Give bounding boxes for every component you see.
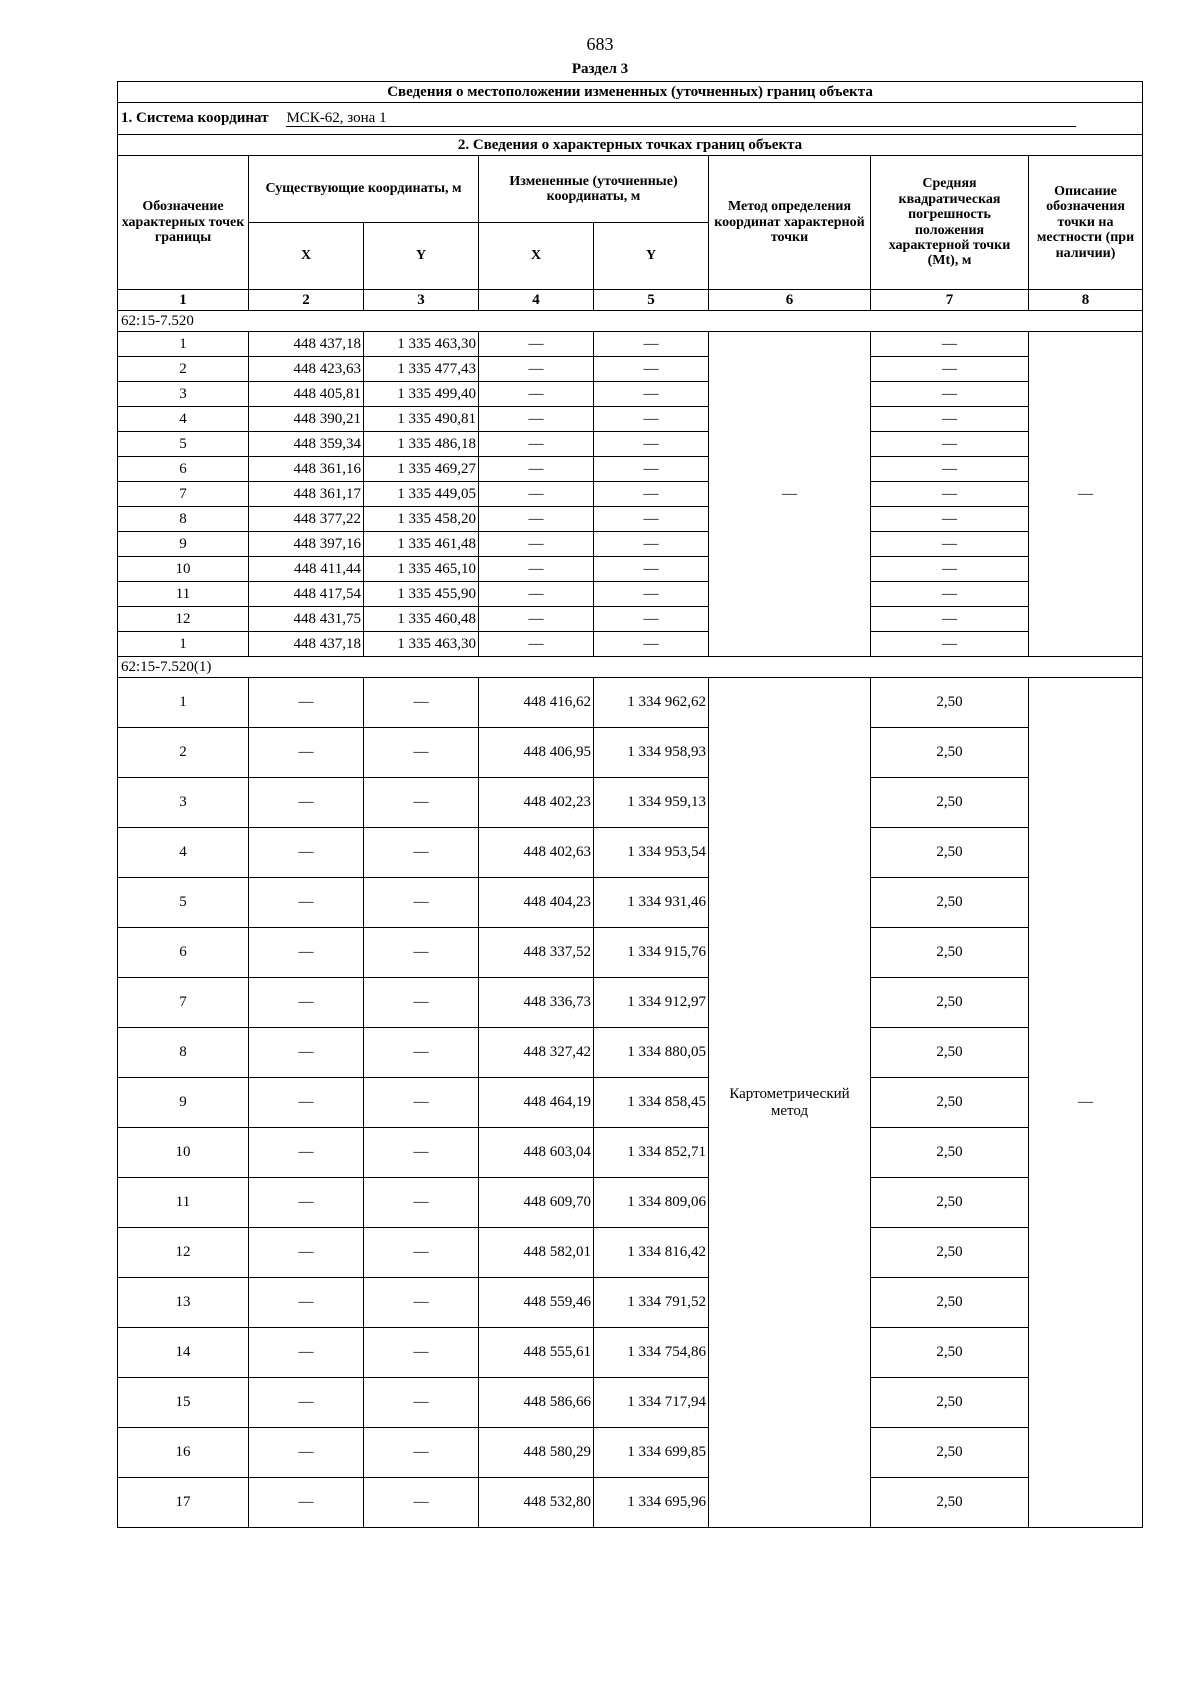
existing-y-cell: — (364, 978, 479, 1028)
method-cell: Картометрический метод (709, 678, 871, 1528)
existing-x-cell: — (249, 1278, 364, 1328)
existing-y-cell: — (364, 728, 479, 778)
table-row (118, 728, 1143, 778)
point-number: 16 (118, 1428, 249, 1478)
table-row (118, 582, 1143, 607)
existing-y-cell: 1 335 458,20 (364, 507, 479, 532)
table-row (118, 778, 1143, 828)
point-number: 11 (118, 582, 249, 607)
changed-x-cell: — (479, 432, 594, 457)
section-title: Раздел 3 (571, 61, 629, 77)
changed-y-cell: 1 334 912,97 (594, 978, 709, 1028)
existing-x-cell: 448 431,75 (249, 607, 364, 632)
changed-y-cell: 1 334 962,62 (594, 678, 709, 728)
changed-x-cell: — (479, 632, 594, 657)
existing-x-cell: — (249, 1428, 364, 1478)
point-number: 9 (118, 532, 249, 557)
changed-y-cell: — (594, 482, 709, 507)
point-number: 6 (118, 928, 249, 978)
table-row (118, 1228, 1143, 1278)
column-number: 1 (118, 290, 249, 311)
existing-y-cell: — (364, 828, 479, 878)
changed-x-cell: 448 609,70 (479, 1178, 594, 1228)
existing-x-cell: 448 377,22 (249, 507, 364, 532)
table-row (118, 1028, 1143, 1078)
mt-error-cell: 2,50 (871, 778, 1029, 828)
changed-x-cell: 448 337,52 (479, 928, 594, 978)
changed-x-cell: 448 406,95 (479, 728, 594, 778)
point-number: 2 (118, 357, 249, 382)
point-number: 3 (118, 778, 249, 828)
point-number: 4 (118, 407, 249, 432)
changed-x-cell: 448 582,01 (479, 1228, 594, 1278)
changed-x-cell: — (479, 332, 594, 357)
existing-y-cell: — (364, 928, 479, 978)
changed-y-cell: 1 334 915,76 (594, 928, 709, 978)
point-number: 6 (118, 457, 249, 482)
existing-x-cell: 448 405,81 (249, 382, 364, 407)
changed-x-cell: 448 464,19 (479, 1078, 594, 1128)
changed-y-cell: 1 334 816,42 (594, 1228, 709, 1278)
mt-error-cell: 2,50 (871, 878, 1029, 928)
existing-x-cell: — (249, 1078, 364, 1128)
mt-error-cell: — (871, 532, 1029, 557)
changed-y-cell: — (594, 457, 709, 482)
mt-error-cell: 2,50 (871, 1178, 1029, 1228)
changed-x-cell: 448 404,23 (479, 878, 594, 928)
point-number: 13 (118, 1278, 249, 1328)
header-x-existing: X (249, 223, 364, 290)
table-row (118, 1378, 1143, 1428)
changed-y-cell: 1 334 852,71 (594, 1128, 709, 1178)
changed-x-cell: — (479, 357, 594, 382)
existing-x-cell: — (249, 1028, 364, 1078)
table-row (118, 1478, 1143, 1528)
point-number: 14 (118, 1328, 249, 1378)
table-row (118, 382, 1143, 407)
table-row (118, 432, 1143, 457)
table-row (118, 332, 1143, 357)
changed-x-cell: 448 580,29 (479, 1428, 594, 1478)
group-cadastral-number: 62:15-7.520 (118, 311, 1143, 332)
existing-y-cell: 1 335 469,27 (364, 457, 479, 482)
existing-y-cell: — (364, 1478, 479, 1528)
table-row (118, 678, 1143, 728)
changed-y-cell: 1 334 880,05 (594, 1028, 709, 1078)
mt-error-cell: — (871, 607, 1029, 632)
changed-y-cell: 1 334 699,85 (594, 1428, 709, 1478)
table-row (118, 607, 1143, 632)
column-number: 8 (1029, 290, 1143, 311)
header-y-existing: Y (364, 223, 479, 290)
existing-x-cell: — (249, 928, 364, 978)
existing-x-cell: 448 397,16 (249, 532, 364, 557)
table-row (118, 357, 1143, 382)
table-row (118, 1128, 1143, 1178)
changed-y-cell: — (594, 532, 709, 557)
description-cell: — (1029, 678, 1143, 1528)
changed-x-cell: — (479, 482, 594, 507)
mt-error-cell: 2,50 (871, 1278, 1029, 1328)
boundary-points-table (117, 81, 1143, 1528)
group-cadastral-number: 62:15-7.520(1) (118, 657, 1143, 678)
existing-y-cell: — (364, 1228, 479, 1278)
changed-x-cell: — (479, 532, 594, 557)
changed-y-cell: — (594, 607, 709, 632)
table-row (118, 878, 1143, 928)
changed-y-cell: 1 334 931,46 (594, 878, 709, 928)
mt-error-cell: 2,50 (871, 978, 1029, 1028)
existing-y-cell: — (364, 1178, 479, 1228)
changed-x-cell: 448 559,46 (479, 1278, 594, 1328)
doc-title: Сведения о местоположении измененных (уточненных) границ объекта (118, 82, 1143, 103)
changed-x-cell: 448 416,62 (479, 678, 594, 728)
changed-x-cell: 448 402,63 (479, 828, 594, 878)
changed-y-cell: — (594, 407, 709, 432)
existing-x-cell: — (249, 1128, 364, 1178)
changed-y-cell: — (594, 357, 709, 382)
coord-system-label: 1. Система координат (121, 109, 269, 126)
point-number: 11 (118, 1178, 249, 1228)
changed-x-cell: 448 336,73 (479, 978, 594, 1028)
mt-error-cell: 2,50 (871, 1128, 1029, 1178)
changed-y-cell: 1 334 754,86 (594, 1328, 709, 1378)
header-x-changed: X (479, 223, 594, 290)
changed-y-cell: — (594, 507, 709, 532)
mt-error-cell: 2,50 (871, 1328, 1029, 1378)
mt-error-cell: 2,50 (871, 1478, 1029, 1528)
table-row (118, 978, 1143, 1028)
table-row (118, 482, 1143, 507)
existing-x-cell: 448 411,44 (249, 557, 364, 582)
mt-error-cell: — (871, 332, 1029, 357)
changed-x-cell: — (479, 407, 594, 432)
existing-y-cell: 1 335 490,81 (364, 407, 479, 432)
existing-y-cell: — (364, 1078, 479, 1128)
table-row (118, 1178, 1143, 1228)
point-number: 8 (118, 507, 249, 532)
changed-x-cell: 448 532,80 (479, 1478, 594, 1528)
existing-x-cell: — (249, 778, 364, 828)
changed-y-cell: 1 334 717,94 (594, 1378, 709, 1428)
table-row (118, 828, 1143, 878)
mt-error-cell: — (871, 582, 1029, 607)
existing-x-cell: — (249, 1378, 364, 1428)
changed-y-cell: 1 334 695,96 (594, 1478, 709, 1528)
changed-x-cell: — (479, 507, 594, 532)
column-number: 4 (479, 290, 594, 311)
existing-x-cell: — (249, 878, 364, 928)
table-row (118, 1078, 1143, 1128)
existing-x-cell: — (249, 1178, 364, 1228)
existing-x-cell: 448 390,21 (249, 407, 364, 432)
existing-x-cell: — (249, 978, 364, 1028)
description-cell: — (1029, 332, 1143, 657)
point-number: 7 (118, 978, 249, 1028)
table-row (118, 532, 1143, 557)
mt-error-cell: — (871, 457, 1029, 482)
existing-y-cell: — (364, 1378, 479, 1428)
existing-y-cell: 1 335 461,48 (364, 532, 479, 557)
header-changed: Измененные (уточненные) координаты, м (479, 156, 709, 223)
existing-y-cell: — (364, 1428, 479, 1478)
existing-y-cell: 1 335 486,18 (364, 432, 479, 457)
header-method: Метод определения координат характерной точки (709, 156, 871, 290)
coord-system-value: МСК-62, зона 1 (286, 110, 1076, 128)
mt-error-cell: — (871, 482, 1029, 507)
changed-y-cell: — (594, 632, 709, 657)
existing-x-cell: 448 423,63 (249, 357, 364, 382)
existing-y-cell: 1 335 455,90 (364, 582, 479, 607)
header-designation: Обозначение характерных точек границы (118, 156, 249, 290)
column-number: 6 (709, 290, 871, 311)
changed-y-cell: — (594, 432, 709, 457)
mt-error-cell: — (871, 357, 1029, 382)
table-row (118, 928, 1143, 978)
table-row (118, 557, 1143, 582)
method-cell: — (709, 332, 871, 657)
mt-error-cell: — (871, 432, 1029, 457)
changed-y-cell: — (594, 382, 709, 407)
changed-x-cell: 448 402,23 (479, 778, 594, 828)
table-row (118, 1328, 1143, 1378)
existing-x-cell: — (249, 828, 364, 878)
changed-x-cell: — (479, 607, 594, 632)
existing-y-cell: 1 335 465,10 (364, 557, 479, 582)
changed-y-cell: — (594, 332, 709, 357)
changed-x-cell: — (479, 382, 594, 407)
existing-x-cell: — (249, 1478, 364, 1528)
mt-error-cell: 2,50 (871, 1228, 1029, 1278)
existing-y-cell: — (364, 1128, 479, 1178)
point-number: 17 (118, 1478, 249, 1528)
point-number: 9 (118, 1078, 249, 1128)
existing-y-cell: — (364, 778, 479, 828)
point-number: 1 (118, 332, 249, 357)
changed-x-cell: 448 586,66 (479, 1378, 594, 1428)
point-number: 5 (118, 878, 249, 928)
header-description: Описание обозначения точки на местности (при наличии) (1029, 156, 1143, 290)
existing-y-cell: — (364, 1278, 479, 1328)
changed-x-cell: — (479, 557, 594, 582)
point-number: 10 (118, 557, 249, 582)
table-row (118, 1428, 1143, 1478)
existing-y-cell: 1 335 449,05 (364, 482, 479, 507)
header-y-changed: Y (594, 223, 709, 290)
changed-y-cell: 1 334 953,54 (594, 828, 709, 878)
column-number: 5 (594, 290, 709, 311)
existing-x-cell: 448 437,18 (249, 632, 364, 657)
mt-error-cell: 2,50 (871, 1428, 1029, 1478)
header-error: Средняя квадратическая погрешность положения характерной точки (Mt), м (871, 156, 1029, 290)
existing-x-cell: 448 361,16 (249, 457, 364, 482)
changed-y-cell: 1 334 858,45 (594, 1078, 709, 1128)
table-row (118, 1278, 1143, 1328)
point-number: 3 (118, 382, 249, 407)
page-number: 683 (586, 34, 614, 54)
mt-error-cell: 2,50 (871, 1028, 1029, 1078)
existing-y-cell: — (364, 1028, 479, 1078)
mt-error-cell: 2,50 (871, 728, 1029, 778)
existing-y-cell: 1 335 463,30 (364, 332, 479, 357)
changed-x-cell: — (479, 457, 594, 482)
column-number: 2 (249, 290, 364, 311)
mt-error-cell: 2,50 (871, 1078, 1029, 1128)
mt-error-cell: — (871, 507, 1029, 532)
points-section-title: 2. Сведения о характерных точках границ объекта (118, 135, 1143, 156)
existing-x-cell: 448 361,17 (249, 482, 364, 507)
point-number: 1 (118, 632, 249, 657)
changed-y-cell: 1 334 809,06 (594, 1178, 709, 1228)
existing-x-cell: 448 437,18 (249, 332, 364, 357)
mt-error-cell: — (871, 557, 1029, 582)
header-existing: Существующие координаты, м (249, 156, 479, 223)
existing-y-cell: — (364, 678, 479, 728)
changed-y-cell: 1 334 959,13 (594, 778, 709, 828)
mt-error-cell: — (871, 407, 1029, 432)
existing-x-cell: 448 417,54 (249, 582, 364, 607)
existing-y-cell: — (364, 1328, 479, 1378)
point-number: 10 (118, 1128, 249, 1178)
changed-x-cell: — (479, 582, 594, 607)
mt-error-cell: 2,50 (871, 828, 1029, 878)
changed-y-cell: 1 334 958,93 (594, 728, 709, 778)
changed-x-cell: 448 555,61 (479, 1328, 594, 1378)
mt-error-cell: 2,50 (871, 928, 1029, 978)
existing-y-cell: — (364, 878, 479, 928)
existing-y-cell: 1 335 477,43 (364, 357, 479, 382)
table-row (118, 632, 1143, 657)
existing-x-cell: — (249, 678, 364, 728)
existing-y-cell: 1 335 460,48 (364, 607, 479, 632)
table-row (118, 507, 1143, 532)
changed-x-cell: 448 603,04 (479, 1128, 594, 1178)
column-number: 3 (364, 290, 479, 311)
mt-error-cell: 2,50 (871, 1378, 1029, 1428)
existing-y-cell: 1 335 463,30 (364, 632, 479, 657)
point-number: 4 (118, 828, 249, 878)
point-number: 2 (118, 728, 249, 778)
changed-y-cell: 1 334 791,52 (594, 1278, 709, 1328)
table-row (118, 457, 1143, 482)
existing-x-cell: 448 359,34 (249, 432, 364, 457)
point-number: 12 (118, 1228, 249, 1278)
point-number: 8 (118, 1028, 249, 1078)
changed-y-cell: — (594, 582, 709, 607)
point-number: 7 (118, 482, 249, 507)
existing-y-cell: 1 335 499,40 (364, 382, 479, 407)
existing-x-cell: — (249, 1228, 364, 1278)
existing-x-cell: — (249, 1328, 364, 1378)
point-number: 12 (118, 607, 249, 632)
changed-x-cell: 448 327,42 (479, 1028, 594, 1078)
mt-error-cell: 2,50 (871, 678, 1029, 728)
existing-x-cell: — (249, 728, 364, 778)
coord-system-row (118, 103, 1143, 135)
table-row (118, 407, 1143, 432)
mt-error-cell: — (871, 632, 1029, 657)
mt-error-cell: — (871, 382, 1029, 407)
point-number: 5 (118, 432, 249, 457)
changed-y-cell: — (594, 557, 709, 582)
point-number: 15 (118, 1378, 249, 1428)
point-number: 1 (118, 678, 249, 728)
column-number: 7 (871, 290, 1029, 311)
